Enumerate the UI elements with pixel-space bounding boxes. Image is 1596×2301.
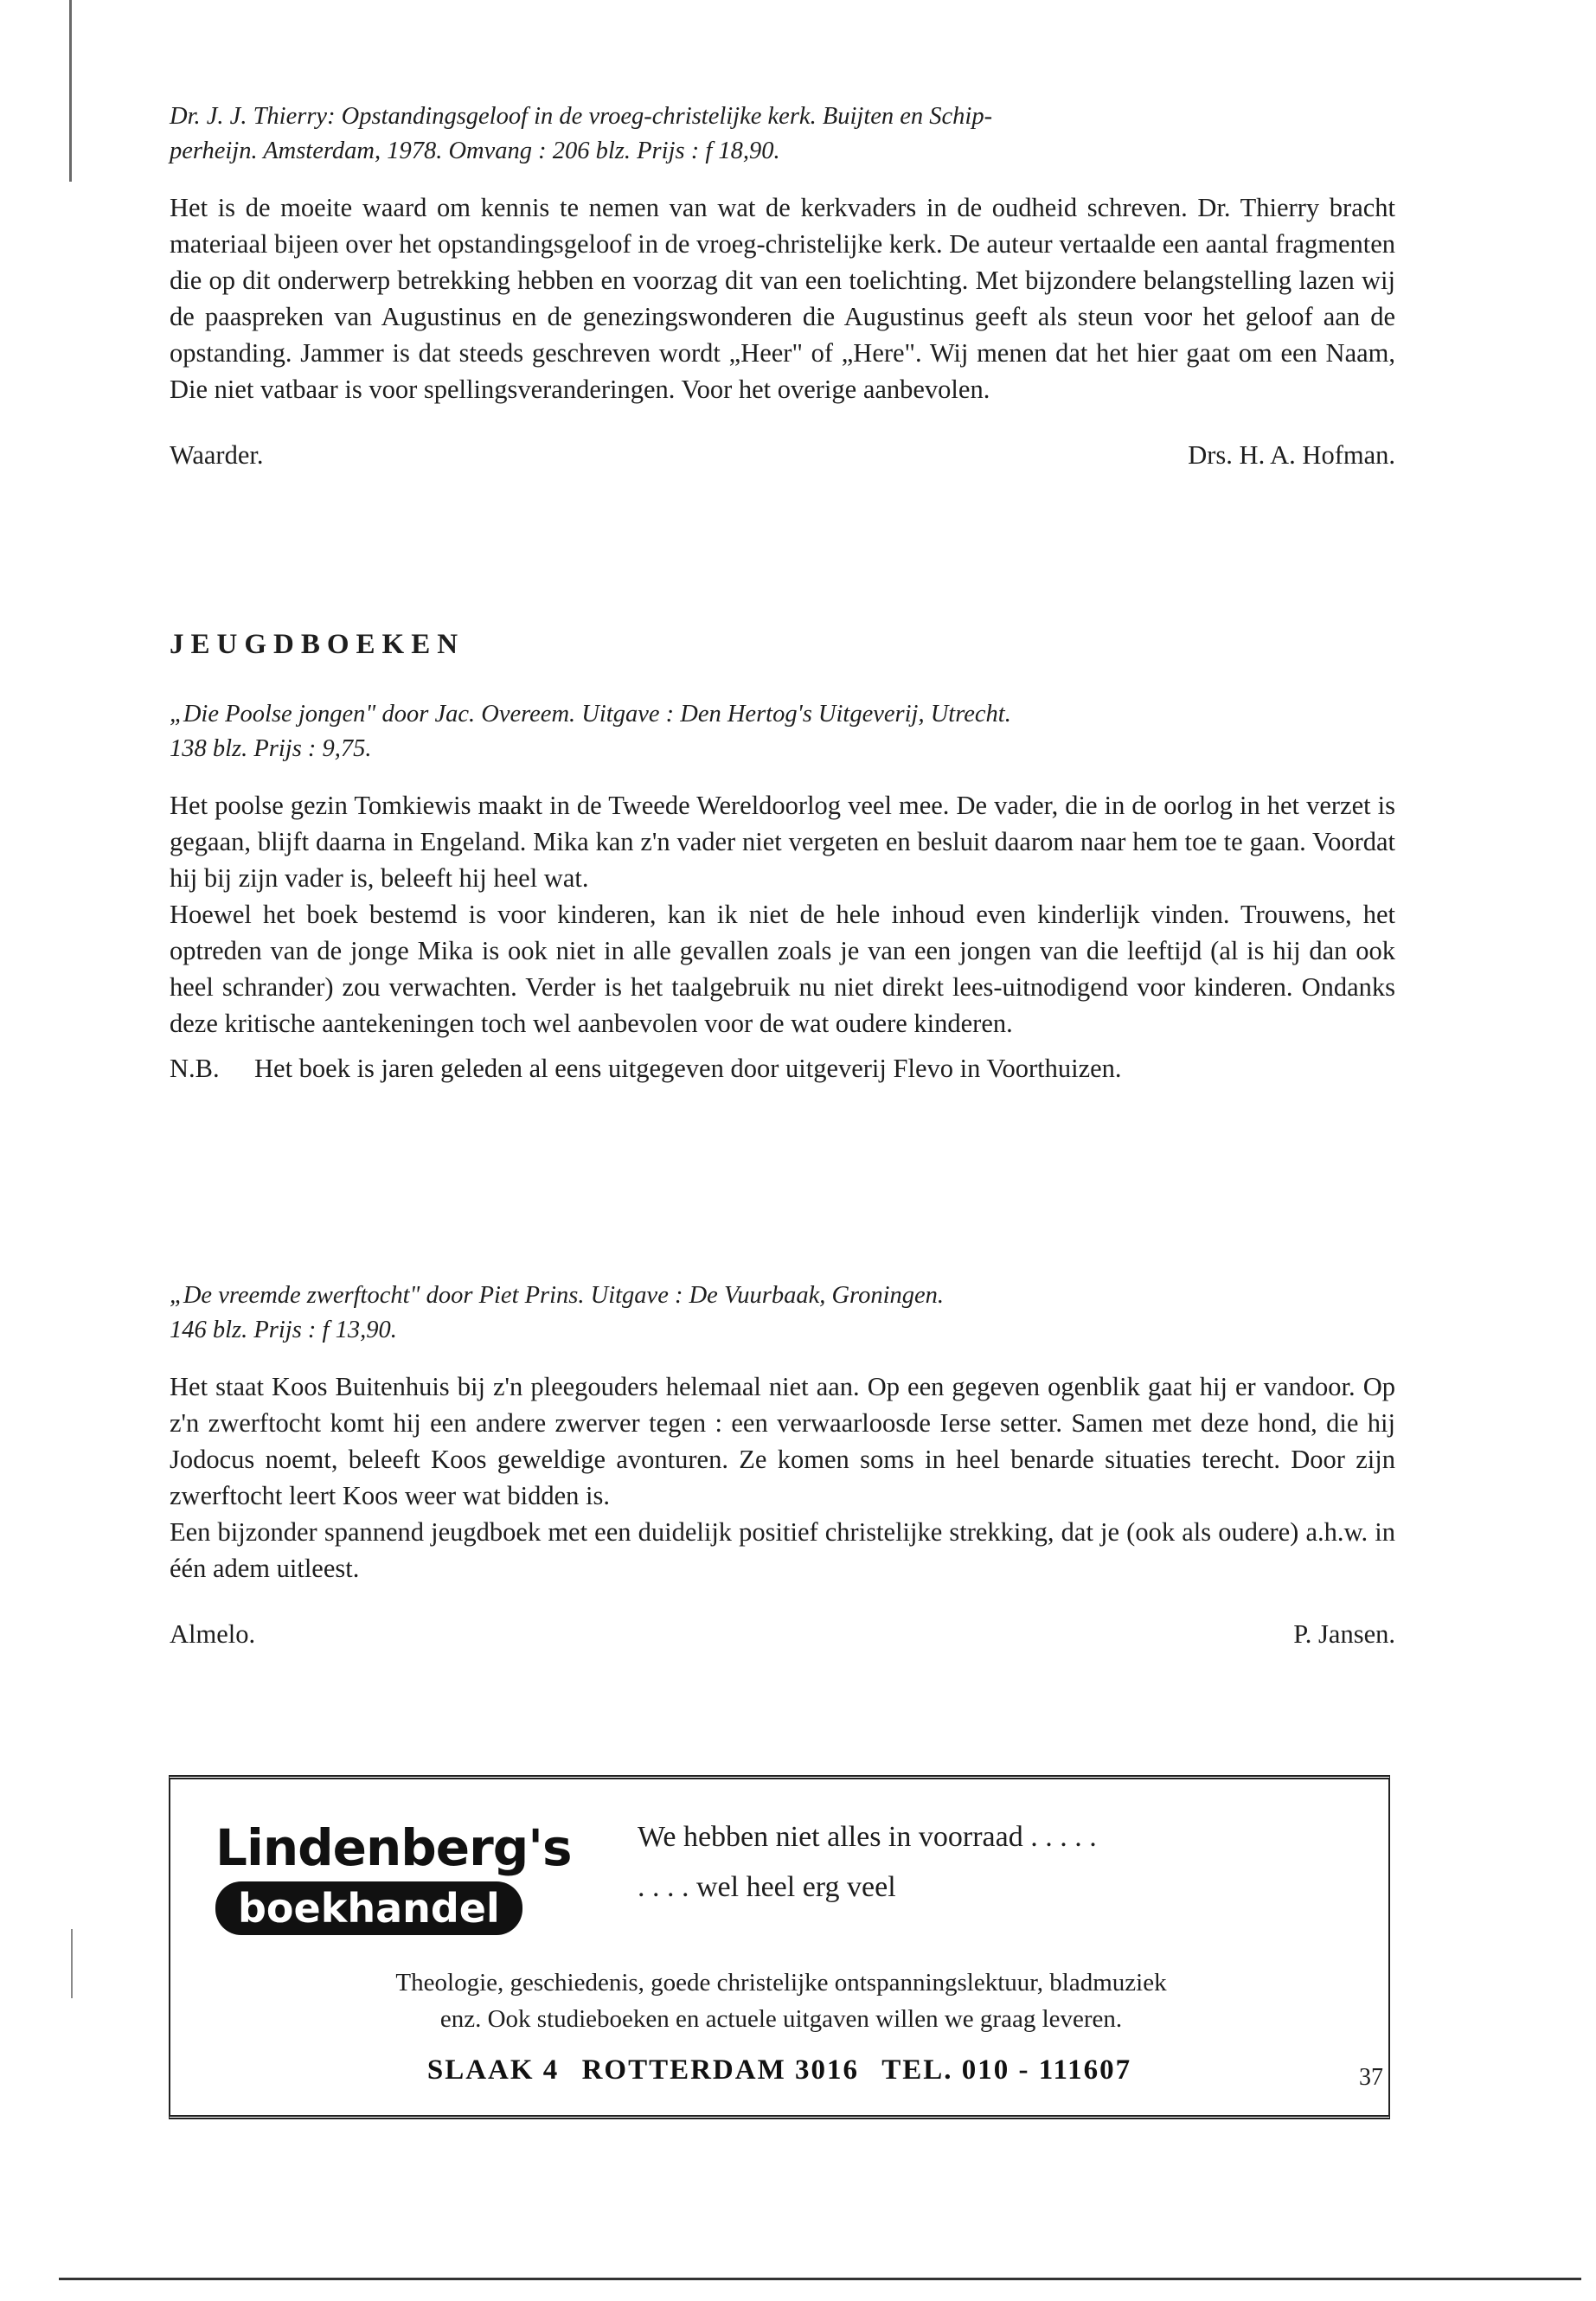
citation-line: perheijn. Amsterdam, 1978. Omvang : 206 blz. Prijs : f 18,90. — [170, 138, 780, 164]
ad-phone: TEL. 010 - 111607 — [881, 2054, 1132, 2086]
ad-address — [170, 2054, 1388, 2086]
note-text: Het boek is jaren geleden al eens uitgegeven door uitgeverij Flevo in Voorthuizen. — [254, 1054, 1122, 1083]
reviewer-name: P. Jansen. — [1293, 1619, 1395, 1649]
ad-city: ROTTERDAM 3016 — [581, 2054, 859, 2086]
review-note — [170, 1050, 1395, 1086]
ad-description — [202, 1965, 1361, 2037]
citation-line: „De vreemde zwerftocht" door Piet Prins. Uitgave : De Vuurbaak, Groningen. — [170, 1282, 945, 1309]
review-paragraph: Een bijzonder spannend jeugdboek met een duidelijk positief christelijke strekking, dat je (ook als oudere) a.h.w. in één adem uitleest. — [170, 1517, 1395, 1583]
page-number: 37 — [1359, 2064, 1383, 2091]
review-poolse-jongen — [170, 697, 1395, 1086]
book-citation — [170, 1279, 1395, 1348]
review-paragraph: Het poolse gezin Tomkiewis maakt in de Tweede Wereldoorlog veel mee. De vader, die in de oorlog in het verzet is gegaan, blijft daarna in Engeland. Mika kan z'n vader niet vergeten en besluit daarom naar hem toe te gaan. Voordat hij bij zijn vader is, beleeft hij heel wat. — [170, 791, 1395, 893]
review-thierry — [170, 99, 1395, 473]
logo-subtitle: boekhandel — [215, 1881, 522, 1935]
ad-street: SLAAK 4 — [426, 2054, 560, 2086]
note-label: N.B. — [170, 1054, 220, 1083]
citation-line: 138 blz. Prijs : 9,75. — [170, 735, 372, 762]
review-paragraph: Hoewel het boek bestemd is voor kinderen, kan ik niet de hele inhoud even kinderlijk vinden. Trouwens, het optreden van de jonge Mika is ook niet in alle gevallen zoals je van een jongen van die leeftijd (al is hij dan ook heel schrander) zou verwachten. Verder is het taalgebruik nu niet direkt lees-uitnodigend voor kinderen. Ondanks deze kritische aantekeningen toch wel aanbevolen voor de wat oudere kinderen. — [170, 900, 1395, 1038]
margin-rule — [69, 0, 72, 182]
review-body: Het is de moeite waard om kennis te nemen van wat de kerkvaders in de oudheid schreven. Dr. Thierry bracht materiaal bijeen over het opstandingsgeloof in de vroeg-christelijke kerk. De auteur vertaalde een aantal fragmenten die op dit onderwerp betrekking hebben en voorzag dit van een toelichting. Met bijzondere belangstelling lazen wij de paaspreken van Augustinus en de genezingswonderen die Augustinus geeft als steun voor het geloof aan de opstanding. Jammer is dat steeds geschreven wordt „Heer" of „Here". Wij menen dat het hier gaat om een Naam, Die niet vatbaar is voor spellingsveranderingen. Voor het overige aanbevolen. — [170, 193, 1395, 404]
ad-text-line: enz. Ook studieboeken en actuele uitgaven willen we graag leveren. — [439, 2005, 1123, 2033]
reviewer-place: Almelo. — [170, 1619, 256, 1649]
book-citation — [170, 99, 1395, 169]
citation-line: „Die Poolse jongen" door Jac. Overeem. Uitgave : Den Hertog's Uitgeverij, Utrecht. — [170, 701, 1011, 727]
citation-line: Dr. J. J. Thierry: Opstandingsgeloof in de vroeg-christelijke kerk. Buijten en Schip- — [170, 103, 993, 130]
bookshop-advertisement — [169, 1775, 1390, 2119]
citation-line: 146 blz. Prijs : f 13,90. — [170, 1317, 397, 1343]
margin-rule — [71, 1929, 73, 1998]
review-signature — [170, 1616, 1395, 1652]
bookshop-logo — [215, 1819, 587, 1947]
section-heading: JEUGDBOEKEN — [170, 629, 465, 660]
reviewer-name: Drs. H. A. Hofman. — [1188, 440, 1395, 470]
review-vreemde-zwerftocht — [170, 1279, 1395, 1652]
book-citation — [170, 697, 1395, 766]
review-paragraph: Het staat Koos Buitenhuis bij z'n pleegouders helemaal niet aan. Op een gegeven ogenblik gaat hij er vandoor. Op z'n zwerftocht komt hij een andere zwerver tegen : een verwaarloosde Ierse setter. Samen met deze hond, die hij Jodocus noemt, beleeft Koos geweldige avonturen. Ze komen soms in heel benarde situaties terecht. Door zijn zwerftocht leert Koos weer wat bidden is. — [170, 1372, 1395, 1510]
ad-text-line: Theologie, geschiedenis, goede christelijke ontspanningslektuur, bladmuziek — [395, 1969, 1167, 1997]
reviewer-place: Waarder. — [170, 440, 264, 470]
review-signature — [170, 437, 1395, 473]
bottom-rule — [59, 2278, 1581, 2280]
ad-slogan: We hebben niet alles in voorraad . . . . . — [638, 1821, 1097, 1853]
logo-name: Lindenberg's — [215, 1818, 572, 1877]
ad-slogan: . . . . wel heel erg veel — [638, 1871, 896, 1903]
